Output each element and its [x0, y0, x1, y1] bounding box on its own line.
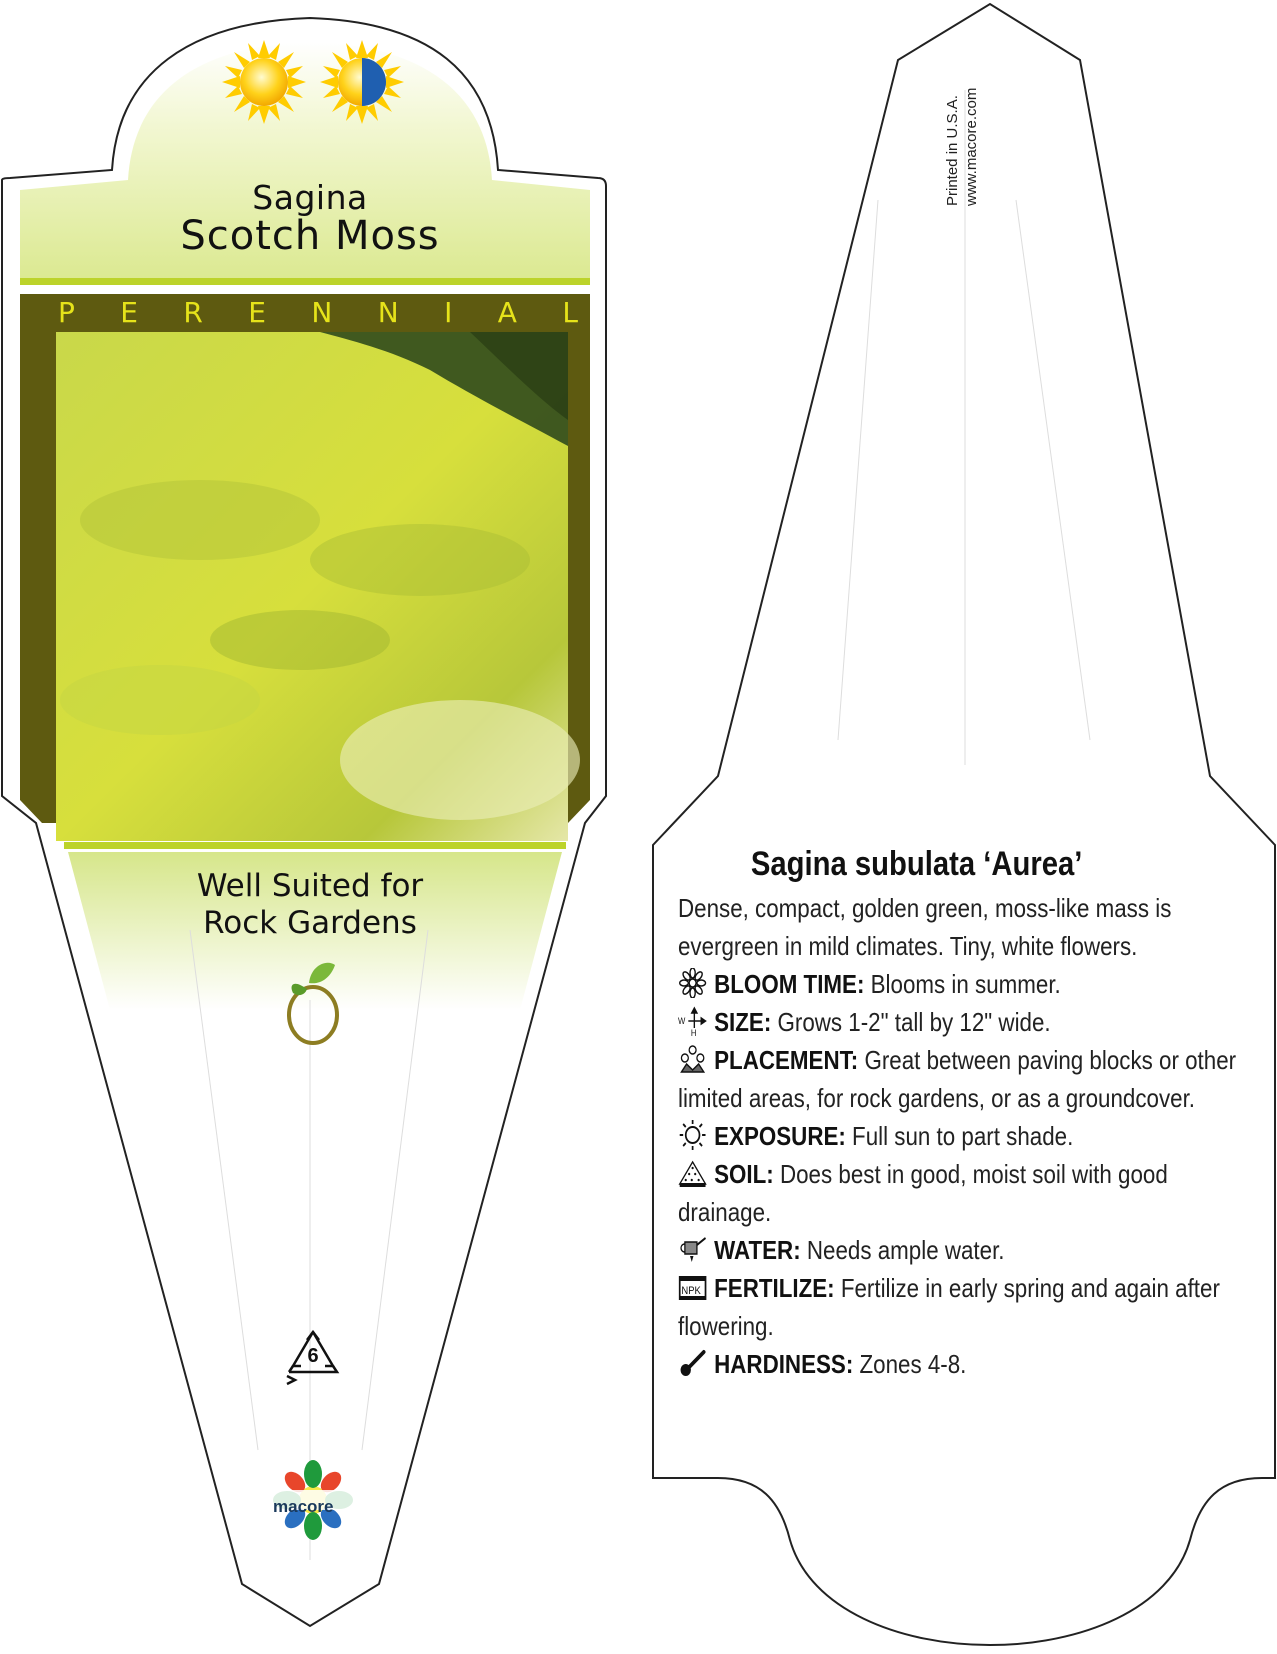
attribute-placement	[678, 1041, 1258, 1117]
attribute-size	[678, 1003, 1258, 1041]
botanical-name: Sagina subulata ‘Aurea’	[750, 845, 1083, 883]
attribute-water	[678, 1231, 1258, 1269]
attribute-text: Full sun to part shade.	[852, 1121, 1074, 1151]
watering-can-icon	[678, 1234, 707, 1264]
feature-line-1: Well Suited for	[196, 868, 424, 904]
attribute-text: Blooms in summer.	[870, 969, 1061, 999]
attribute-text: Needs ample water.	[806, 1235, 1005, 1265]
category-letter: E	[248, 296, 266, 329]
size-icon	[678, 1006, 707, 1036]
attribute-label: SIZE:	[714, 1007, 772, 1037]
sun-icon	[678, 1120, 707, 1150]
full-sun-icon	[222, 40, 306, 124]
attribute-text: Fertilize in early spring and again after flowering.	[678, 1273, 1220, 1341]
feature-line-2: Rock Gardens	[203, 905, 417, 941]
attribute-bloom-time	[678, 965, 1258, 1003]
brand-logo-text: macore	[273, 1497, 334, 1516]
attribute-label: FERTILIZE:	[714, 1273, 835, 1303]
plant-description: Dense, compact, golden green, moss-like mass is evergreen in mild climates. Tiny, white flowers.	[678, 893, 1172, 961]
recycle-number: 6	[307, 1345, 319, 1367]
category-letter: R	[183, 296, 203, 329]
common-name-title: Scotch Moss	[180, 213, 440, 259]
category-letter: N	[377, 296, 399, 329]
thermometer-icon	[678, 1348, 707, 1378]
attribute-fertilize	[678, 1269, 1258, 1345]
category-letter: N	[311, 296, 333, 329]
category-letter: A	[497, 296, 517, 329]
attribute-label: HARDINESS:	[714, 1349, 854, 1379]
attribute-text: Does best in good, moist soil with good drainage.	[678, 1159, 1168, 1227]
attribute-hardiness	[678, 1345, 1258, 1383]
attribute-text: Grows 1-2" tall by 12" wide.	[777, 1007, 1051, 1037]
flower-icon	[678, 968, 707, 998]
printer-website: www.macore.com	[963, 87, 980, 206]
placement-icon	[678, 1044, 707, 1074]
attribute-soil	[678, 1155, 1258, 1231]
svg-text:W: W	[678, 1015, 686, 1027]
care-info	[678, 845, 1258, 1383]
printed-in: Printed in U.S.A.	[944, 95, 961, 206]
attribute-label: EXPOSURE:	[714, 1121, 846, 1151]
category-letter: L	[562, 296, 578, 329]
category-label	[58, 296, 578, 330]
attribute-text: Great between paving blocks or other limited areas, for rock gardens, or as a groundcover.	[678, 1045, 1237, 1113]
attribute-label: PLACEMENT:	[714, 1045, 859, 1075]
attribute-label: BLOOM TIME:	[714, 969, 865, 999]
part-shade-icon	[320, 40, 404, 124]
svg-text:NPK: NPK	[681, 1285, 701, 1298]
category-letter: P	[58, 296, 75, 329]
category-letter: I	[444, 296, 453, 329]
category-letter: E	[120, 296, 138, 329]
printer-info	[943, 88, 981, 206]
feature-callout	[30, 868, 590, 942]
genus-title: Sagina	[252, 178, 368, 217]
svg-text:H: H	[690, 1027, 697, 1036]
attribute-exposure	[678, 1117, 1258, 1155]
attribute-label: WATER:	[714, 1235, 801, 1265]
soil-icon	[678, 1158, 707, 1188]
npk-icon	[678, 1272, 707, 1302]
attribute-text: Zones 4-8.	[859, 1349, 967, 1379]
attribute-label: SOIL:	[714, 1159, 774, 1189]
